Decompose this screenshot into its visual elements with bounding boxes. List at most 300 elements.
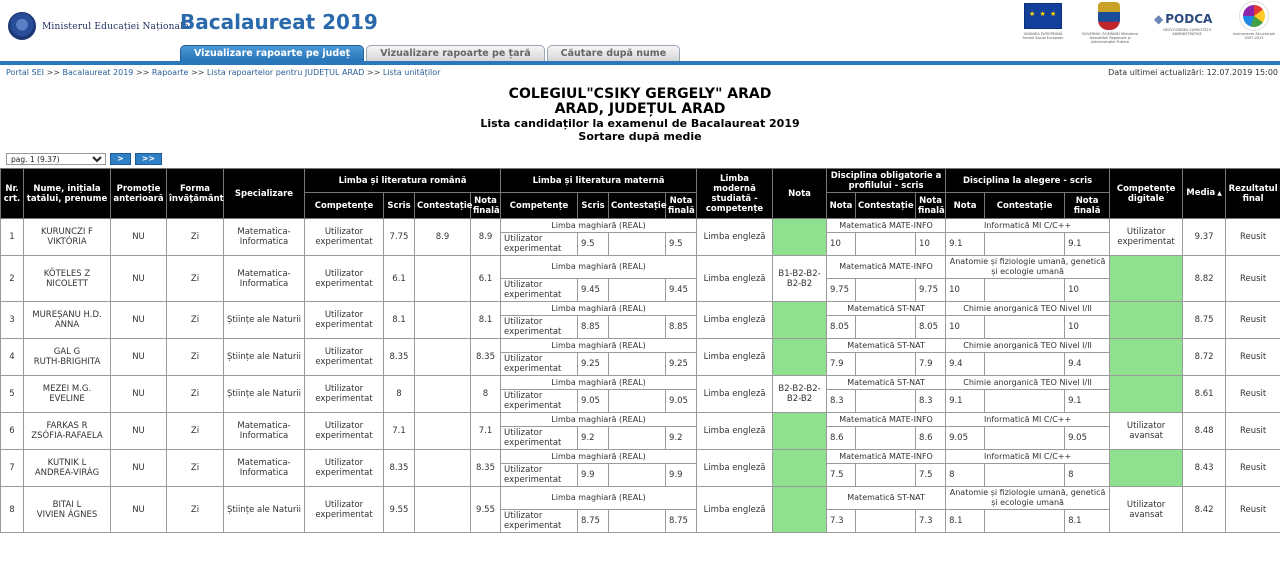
cell-forma: Zi	[167, 256, 224, 302]
table-row	[1, 487, 1280, 510]
col-competente-digitale: Competențe digitale	[1110, 169, 1183, 219]
cell-specializare: Științe ale Naturii	[224, 339, 305, 376]
cell-lro-scris: 8.1	[384, 302, 415, 339]
cell-lmat-scris: 9.45	[578, 279, 609, 302]
cell-lro-scris: 8.35	[384, 339, 415, 376]
cell-ale-subject: Informatică MI C/C++	[946, 219, 1110, 233]
cell-lmat-contestatie	[609, 390, 666, 413]
cell-ale-nota-finala: 8	[1065, 464, 1110, 487]
cell-ale-nota: 8	[946, 464, 985, 487]
cell-nr: 8	[1, 487, 24, 533]
eu-flag-icon	[1024, 3, 1062, 29]
cell-specializare: Științe ale Naturii	[224, 376, 305, 413]
cell-rezultat: Reusit	[1226, 302, 1280, 339]
cell-rezultat: Reusit	[1226, 487, 1280, 533]
cell-obl-nota-finala: 8.05	[916, 316, 946, 339]
col-lmat-nota-finala: Nota finală	[666, 193, 697, 219]
cell-obl-nota-finala: 9.75	[916, 279, 946, 302]
cell-lmat-scris: 8.75	[578, 510, 609, 533]
cell-specializare: Matematica-Informatica	[224, 450, 305, 487]
cell-lmat-subject: Limba maghiară (REAL)	[501, 339, 697, 353]
report-titles	[0, 86, 1280, 143]
cell-lmat-contestatie	[609, 427, 666, 450]
cell-lro-competente: Utilizator experimentat	[305, 302, 384, 339]
cell-competente-digitale	[1110, 339, 1183, 376]
cell-nota	[773, 302, 827, 339]
cell-obl-subject: Matematică MATE-INFO	[827, 413, 946, 427]
cell-lro-competente: Utilizator experimentat	[305, 256, 384, 302]
cell-lmat-nota-finala: 9.5	[666, 233, 697, 256]
cell-nr: 4	[1, 339, 24, 376]
cell-lro-contestatie	[415, 450, 471, 487]
cell-obl-contestatie	[856, 279, 916, 302]
cell-lro-nota-finala: 8.9	[471, 219, 501, 256]
cell-name	[24, 302, 111, 339]
podca-logo-caption: DEZVOLTAREA CAPACITĂȚII ADMINISTRATIVE	[1163, 28, 1211, 36]
cell-ale-subject: Informatică MI C/C++	[946, 450, 1110, 464]
cell-lro-nota-finala: 9.55	[471, 487, 501, 533]
cell-promotie: NU	[111, 450, 167, 487]
cell-lro-scris: 7.75	[384, 219, 415, 256]
cell-media: 8.48	[1183, 413, 1226, 450]
col-lro: Limba și literatura română	[305, 169, 501, 193]
col-lro-competente: Competențe	[305, 193, 384, 219]
cell-nota: B2-B2-B2-B2-B2	[773, 376, 827, 413]
cell-lro-nota-finala: 8	[471, 376, 501, 413]
breadcrumb-separator: >>	[190, 68, 207, 77]
cell-nota	[773, 450, 827, 487]
cell-lmat-scris: 9.2	[578, 427, 609, 450]
cell-competente-digitale	[1110, 302, 1183, 339]
cell-lmat-subject: Limba maghiară (REAL)	[501, 219, 697, 233]
cell-lro-contestatie	[415, 302, 471, 339]
cell-lmat-contestatie	[609, 316, 666, 339]
cell-lro-nota-finala: 7.1	[471, 413, 501, 450]
cell-obl-nota: 7.9	[827, 353, 856, 376]
last-page-button[interactable]: >>	[135, 153, 162, 165]
cell-obl-nota-finala: 8.3	[916, 390, 946, 413]
col-promotie: Promoție anterioară	[111, 169, 167, 219]
col-lmat-competente: Competențe	[501, 193, 578, 219]
cell-lmat-subject: Limba maghiară (REAL)	[501, 487, 697, 510]
cell-promotie: NU	[111, 302, 167, 339]
cell-lmat-scris: 9.25	[578, 353, 609, 376]
cell-obl-nota-finala: 7.5	[916, 464, 946, 487]
cell-nota: B1-B2-B2-B2-B2	[773, 256, 827, 302]
cell-media: 8.42	[1183, 487, 1226, 533]
cell-obl-nota: 7.5	[827, 464, 856, 487]
cell-obl-nota: 8.05	[827, 316, 856, 339]
cell-lro-scris: 7.1	[384, 413, 415, 450]
cell-lmat-competente: Utilizator experimentat	[501, 427, 578, 450]
cell-nr: 1	[1, 219, 24, 256]
cell-obl-subject: Matematică ST-NAT	[827, 376, 946, 390]
candidate-surname: FARKAS R	[46, 421, 88, 431]
candidate-firstname: VIVIEN ÁGNES	[36, 509, 98, 520]
cell-lmat-competente: Utilizator experimentat	[501, 316, 578, 339]
cell-competente-digitale	[1110, 256, 1183, 302]
cell-rezultat: Reusit	[1226, 339, 1280, 376]
cell-lmat-nota-finala: 9.05	[666, 390, 697, 413]
cell-lmod: Limba engleză	[697, 339, 773, 376]
cell-lro-competente: Utilizator experimentat	[305, 376, 384, 413]
col-lmat: Limba și literatura maternă	[501, 169, 697, 193]
candidate-firstname: ZSÓFIA-RAFAELA	[31, 431, 103, 441]
cell-lmod: Limba engleză	[697, 376, 773, 413]
col-lmat-contestatie: Contestație	[609, 193, 666, 219]
candidate-firstname: EVELINE	[49, 394, 85, 404]
cell-nr: 2	[1, 256, 24, 302]
col-forma: Forma învățământ	[167, 169, 224, 219]
col-lmod: Limba modernă studiată - competențe	[697, 169, 773, 219]
cell-specializare: Matematica-Informatica	[224, 219, 305, 256]
col-name: Nume, inițiala tatălui, prenume	[24, 169, 111, 219]
candidate-surname: GAL G	[53, 347, 81, 357]
breadcrumb-bac[interactable]: Bacalaureat 2019	[62, 68, 134, 77]
cell-name	[24, 413, 111, 450]
cell-obl-contestatie	[856, 233, 916, 256]
cell-ale-nota-finala: 9.4	[1065, 353, 1110, 376]
results-table	[0, 168, 1280, 533]
cell-obl-subject: Matematică MATE-INFO	[827, 219, 946, 233]
cell-obl-nota-finala: 10	[916, 233, 946, 256]
last-update: Data ultimei actualizări: 12.07.2019 15:00	[1108, 68, 1278, 77]
breadcrumb	[6, 68, 440, 77]
cell-promotie: NU	[111, 219, 167, 256]
cell-obl-nota: 8.6	[827, 427, 856, 450]
cell-media: 8.82	[1183, 256, 1226, 302]
site-title[interactable]: Bacalaureat 2019	[180, 10, 378, 34]
cell-ale-contestatie	[985, 427, 1065, 450]
cell-lro-competente: Utilizator experimentat	[305, 339, 384, 376]
cell-lmat-scris: 9.5	[578, 233, 609, 256]
col-media-label: Media	[1186, 188, 1216, 198]
cell-media: 8.75	[1183, 302, 1226, 339]
col-media[interactable]	[1183, 169, 1226, 219]
school-title: COLEGIUL"CSIKY GERGELY" ARAD	[508, 86, 772, 102]
government-crest-icon	[1098, 2, 1120, 30]
cell-obl-contestatie	[856, 510, 916, 533]
cell-nr: 7	[1, 450, 24, 487]
cell-rezultat: Reusit	[1226, 256, 1280, 302]
cell-ale-nota-finala: 9.1	[1065, 390, 1110, 413]
cell-rezultat: Reusit	[1226, 219, 1280, 256]
cell-lmat-nota-finala: 9.2	[666, 427, 697, 450]
cell-specializare: Științe ale Naturii	[224, 487, 305, 533]
cell-forma: Zi	[167, 413, 224, 450]
cell-lmat-subject: Limba maghiară (REAL)	[501, 256, 697, 279]
cell-competente-digitale: Utilizator experimentat	[1110, 219, 1183, 256]
cell-lmat-competente: Utilizator experimentat	[501, 353, 578, 376]
cell-lro-contestatie	[415, 376, 471, 413]
tab-county-reports[interactable]: Vizualizare rapoarte pe județ	[180, 45, 364, 62]
cell-lmat-nota-finala: 9.25	[666, 353, 697, 376]
cell-competente-digitale	[1110, 450, 1183, 487]
cell-forma: Zi	[167, 376, 224, 413]
cell-lmat-scris: 8.85	[578, 316, 609, 339]
tab-search-by-name[interactable]: Căutare după nume	[547, 45, 680, 62]
candidate-firstname: RUTH-BRIGHITA	[33, 357, 101, 367]
cell-nota	[773, 219, 827, 256]
col-lro-scris: Scris	[384, 193, 415, 219]
cell-name	[24, 256, 111, 302]
cell-ale-subject: Chimie anorganică TEO Nivel I/II	[946, 339, 1110, 353]
col-specializare: Specializare	[224, 169, 305, 219]
cell-rezultat: Reusit	[1226, 413, 1280, 450]
cell-lmat-competente: Utilizator experimentat	[501, 279, 578, 302]
cell-name	[24, 450, 111, 487]
breadcrumb-portal[interactable]: Portal SEI	[6, 68, 45, 77]
cell-specializare: Științe ale Naturii	[224, 302, 305, 339]
structural-funds-logo	[1240, 2, 1268, 30]
cell-ale-subject: Anatomie și fiziologie umană, genetică și ecologie umană	[946, 487, 1110, 510]
cell-lro-competente: Utilizator experimentat	[305, 413, 384, 450]
cell-promotie: NU	[111, 487, 167, 533]
cell-lro-nota-finala: 6.1	[471, 256, 501, 302]
cell-lmat-contestatie	[609, 464, 666, 487]
cell-lmod: Limba engleză	[697, 450, 773, 487]
cell-name	[24, 487, 111, 533]
cell-lmat-competente: Utilizator experimentat	[501, 510, 578, 533]
breadcrumb-separator: >>	[135, 68, 152, 77]
cell-ale-nota: 9.1	[946, 390, 985, 413]
cell-competente-digitale: Utilizator avansat	[1110, 413, 1183, 450]
cell-specializare: Matematica-Informatica	[224, 256, 305, 302]
cell-ale-nota-finala: 10	[1065, 316, 1110, 339]
list-title: Lista candidaților la examenul de Bacalaureat 2019	[480, 117, 800, 130]
table-row	[1, 339, 1280, 353]
cell-obl-nota-finala: 7.9	[916, 353, 946, 376]
cell-obl-contestatie	[856, 427, 916, 450]
next-page-button[interactable]: >	[110, 153, 131, 165]
cell-obl-subject: Matematică ST-NAT	[827, 487, 946, 510]
col-lro-contestatie: Contestație	[415, 193, 471, 219]
cell-obl-nota-finala: 8.6	[916, 427, 946, 450]
cell-lro-contestatie	[415, 413, 471, 450]
site-header	[0, 0, 1280, 62]
cell-lmat-nota-finala: 9.9	[666, 464, 697, 487]
cell-specializare: Matematica-Informatica	[224, 413, 305, 450]
cell-forma: Zi	[167, 339, 224, 376]
table-row	[1, 256, 1280, 279]
cell-ale-nota: 9.05	[946, 427, 985, 450]
cell-promotie: NU	[111, 413, 167, 450]
cell-name	[24, 219, 111, 256]
cell-lmat-subject: Limba maghiară (REAL)	[501, 413, 697, 427]
cell-lmod: Limba engleză	[697, 219, 773, 256]
cell-ale-contestatie	[985, 316, 1065, 339]
cell-obl-contestatie	[856, 316, 916, 339]
cell-obl-contestatie	[856, 464, 916, 487]
cell-lro-contestatie	[415, 487, 471, 533]
col-ale-contestatie: Contestație	[985, 193, 1065, 219]
cell-nr: 5	[1, 376, 24, 413]
tab-underline	[0, 61, 1280, 65]
candidate-firstname: ANNA	[54, 320, 80, 330]
cell-forma: Zi	[167, 219, 224, 256]
cell-ale-nota-finala: 10	[1065, 279, 1110, 302]
podca-logo: ◆ PODCA	[1154, 12, 1212, 56]
cell-media: 8.61	[1183, 376, 1226, 413]
cell-obl-subject: Matematică ST-NAT	[827, 302, 946, 316]
col-obl-nota: Nota	[827, 193, 856, 219]
cell-lro-nota-finala: 8.1	[471, 302, 501, 339]
cell-name	[24, 376, 111, 413]
cell-promotie: NU	[111, 256, 167, 302]
cell-ale-nota: 10	[946, 316, 985, 339]
cell-obl-subject: Matematică ST-NAT	[827, 339, 946, 353]
cell-nr: 3	[1, 302, 24, 339]
ministry-name: Ministerul Educației Naționale	[42, 22, 189, 32]
col-lro-nota-finala: Nota finală	[471, 193, 501, 219]
cell-ale-subject: Chimie anorganică TEO Nivel I/II	[946, 302, 1110, 316]
cell-lmat-contestatie	[609, 353, 666, 376]
col-ale-nota: Nota	[946, 193, 985, 219]
page-select[interactable]	[6, 153, 106, 165]
cell-nr: 6	[1, 413, 24, 450]
cell-lro-contestatie	[415, 339, 471, 376]
cell-ale-contestatie	[985, 464, 1065, 487]
cell-lmod: Limba engleză	[697, 413, 773, 450]
cell-ale-nota-finala: 8.1	[1065, 510, 1110, 533]
pager	[6, 153, 162, 165]
candidate-surname: KURUNCZI F	[41, 227, 93, 237]
table-row	[1, 302, 1280, 316]
cell-lro-nota-finala: 8.35	[471, 339, 501, 376]
cell-lmod: Limba engleză	[697, 256, 773, 302]
cell-obl-subject: Matematică MATE-INFO	[827, 256, 946, 279]
col-disc-ale: Disciplina la alegere - scris	[946, 169, 1110, 193]
cell-lmat-nota-finala: 9.45	[666, 279, 697, 302]
cell-obl-subject: Matematică MATE-INFO	[827, 450, 946, 464]
cell-promotie: NU	[111, 376, 167, 413]
cell-rezultat: Reusit	[1226, 376, 1280, 413]
candidate-surname: BITAI L	[52, 499, 82, 510]
cell-obl-contestatie	[856, 353, 916, 376]
cell-lmat-subject: Limba maghiară (REAL)	[501, 450, 697, 464]
cell-competente-digitale: Utilizator avansat	[1110, 487, 1183, 533]
county-title: ARAD, JUDEȚUL ARAD	[554, 101, 726, 117]
cell-forma: Zi	[167, 450, 224, 487]
cell-lmat-nota-finala: 8.85	[666, 316, 697, 339]
cell-obl-nota: 8.3	[827, 390, 856, 413]
col-rezultat: Rezultatul final	[1226, 169, 1280, 219]
cell-lro-nota-finala: 8.35	[471, 450, 501, 487]
cell-ale-contestatie	[985, 279, 1065, 302]
breadcrumb-county-reports[interactable]: Lista rapoartelor pentru JUDEȚUL ARAD	[206, 68, 365, 77]
cell-media: 9.37	[1183, 219, 1226, 256]
candidate-firstname: NICOLETT	[46, 278, 88, 289]
cell-lro-scris: 6.1	[384, 256, 415, 302]
gov-logo-caption: GUVERNUL ROMÂNIEI Ministerul Dezvoltării Regionale și Administrației Publice	[1081, 32, 1139, 44]
col-nr: Nr. crt.	[1, 169, 24, 219]
cell-name	[24, 339, 111, 376]
cell-lro-competente: Utilizator experimentat	[305, 450, 384, 487]
is-logo-caption: Instrumente Structurale 2007-2013	[1233, 32, 1275, 40]
cell-lro-scris: 8	[384, 376, 415, 413]
breadcrumb-separator: >>	[46, 68, 63, 77]
cell-ale-contestatie	[985, 233, 1065, 256]
col-ale-nota-finala: Nota finală	[1065, 193, 1110, 219]
cell-lmat-nota-finala: 8.75	[666, 510, 697, 533]
cell-lmat-scris: 9.05	[578, 390, 609, 413]
cell-lmat-competente: Utilizator experimentat	[501, 390, 578, 413]
table-row	[1, 376, 1280, 390]
cell-lmat-contestatie	[609, 510, 666, 533]
cell-media: 8.43	[1183, 450, 1226, 487]
breadcrumb-separator: >>	[366, 68, 383, 77]
candidate-surname: KUTNIK L	[47, 458, 87, 468]
col-disc-obl: Disciplina obligatorie a profilului - scris	[827, 169, 946, 193]
cell-forma: Zi	[167, 487, 224, 533]
cell-obl-nota: 10	[827, 233, 856, 256]
cell-ale-subject: Anatomie și fiziologie umană, genetică și ecologie umană	[946, 256, 1110, 279]
cell-rezultat: Reusit	[1226, 450, 1280, 487]
cell-lro-contestatie: 8.9	[415, 219, 471, 256]
cell-lmat-subject: Limba maghiară (REAL)	[501, 376, 697, 390]
cell-obl-nota: 9.75	[827, 279, 856, 302]
cell-nota	[773, 487, 827, 533]
col-nota: Nota	[773, 169, 827, 219]
cell-forma: Zi	[167, 302, 224, 339]
cell-obl-contestatie	[856, 390, 916, 413]
cell-lmat-contestatie	[609, 279, 666, 302]
candidate-surname: KÖTELES Z	[43, 268, 91, 279]
cell-ale-nota: 9.1	[946, 233, 985, 256]
sort-asc-icon: ▲	[1217, 190, 1222, 197]
cell-nota	[773, 413, 827, 450]
eu-logo-caption: UNIUNEA EUROPEANĂ Fondul Social European	[1022, 32, 1064, 40]
col-obl-contestatie: Contestație	[856, 193, 916, 219]
cell-obl-nota: 7.3	[827, 510, 856, 533]
candidate-surname: MEZEI M.G.	[42, 384, 92, 394]
cell-obl-nota-finala: 7.3	[916, 510, 946, 533]
cell-lro-contestatie	[415, 256, 471, 302]
col-lmat-scris: Scris	[578, 193, 609, 219]
col-obl-nota-finala: Nota finală	[916, 193, 946, 219]
cell-lmat-competente: Utilizator experimentat	[501, 233, 578, 256]
report-tabs	[180, 45, 682, 62]
cell-ale-contestatie	[985, 390, 1065, 413]
cell-ale-nota-finala: 9.1	[1065, 233, 1110, 256]
cell-ale-nota: 9.4	[946, 353, 985, 376]
table-row	[1, 219, 1280, 233]
cell-competente-digitale	[1110, 376, 1183, 413]
cell-lmat-subject: Limba maghiară (REAL)	[501, 302, 697, 316]
candidate-firstname: VIKTÓRIA	[47, 237, 87, 247]
cell-lmat-competente: Utilizator experimentat	[501, 464, 578, 487]
cell-lro-scris: 9.55	[384, 487, 415, 533]
cell-lro-competente: Utilizator experimentat	[305, 487, 384, 533]
cell-media: 8.72	[1183, 339, 1226, 376]
cell-ale-nota: 8.1	[946, 510, 985, 533]
table-row	[1, 413, 1280, 427]
cell-ale-subject: Chimie anorganică TEO Nivel I/II	[946, 376, 1110, 390]
cell-lro-scris: 8.35	[384, 450, 415, 487]
ministry-crest-icon	[8, 12, 36, 40]
cell-lmod: Limba engleză	[697, 487, 773, 533]
tab-country-reports[interactable]: Vizualizare rapoarte pe țară	[366, 45, 544, 62]
cell-nota	[773, 339, 827, 376]
cell-lmat-scris: 9.9	[578, 464, 609, 487]
candidate-firstname: ANDREA-VIRÁG	[34, 468, 100, 478]
breadcrumb-reports[interactable]: Rapoarte	[151, 68, 189, 77]
cell-ale-subject: Informatică MI C/C++	[946, 413, 1110, 427]
breadcrumb-units[interactable]: Lista unităților	[382, 68, 441, 77]
cell-lro-competente: Utilizator experimentat	[305, 219, 384, 256]
cell-ale-nota-finala: 9.05	[1065, 427, 1110, 450]
results-body	[1, 219, 1280, 533]
